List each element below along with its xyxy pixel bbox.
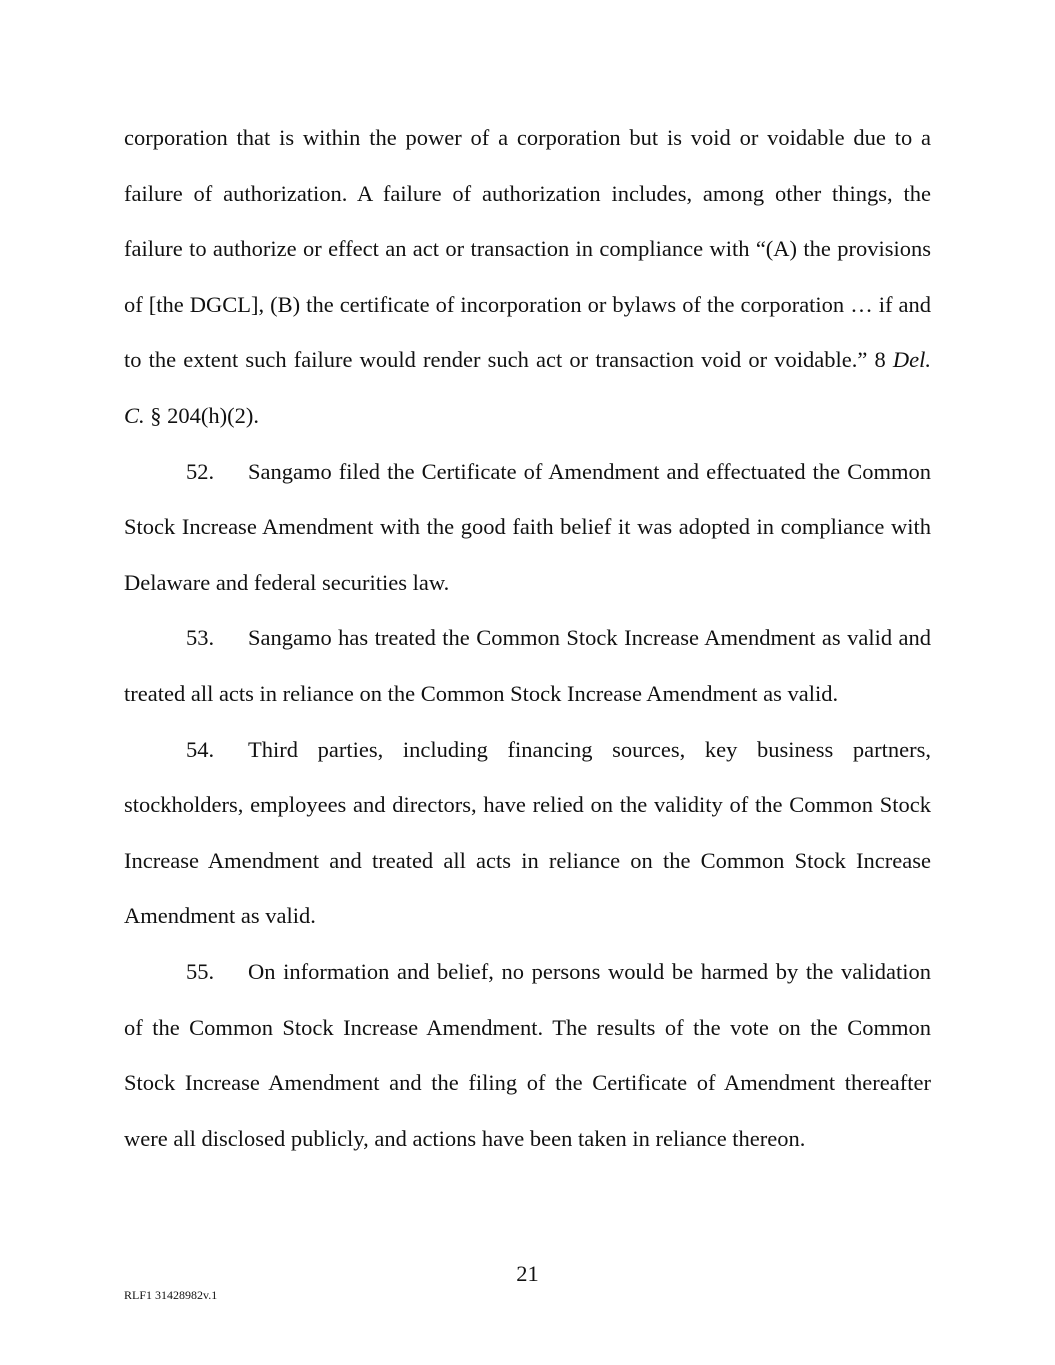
paragraph-text: Third parties, including financing sources, key business partners, stockholders, employees and directors, have relied on the validity of the Common Stock Increase Amendment and treated all acts in reliance on the Common Stock Increase Amendment as valid. <box>124 736 931 929</box>
continuation-text: corporation that is within the power of a corporation but is void or voidable due to a failure of authorization. A failure of authorization includes, among other things, the failure to authorize or effect an act or transaction in compliance with “(A) the provisions of [the DGCL], (B) the certificate of incorporation or bylaws of the corporation … if and to the extent such failure would render such act or transaction void or voidable.” 8 <box>124 125 931 373</box>
paragraph-54 <box>124 722 931 944</box>
paragraph-53 <box>124 610 931 721</box>
paragraph-55 <box>124 944 931 1166</box>
paragraph-text: On information and belief, no persons would be harmed by the validation of the Common Stock Increase Amendment. The results of the vote on the Common Stock Increase Amendment and the filing of the Certificate of Amendment thereafter were all disclosed publicly, and actions have been taken in reliance thereon. <box>124 958 931 1151</box>
paragraph-number: 53. <box>186 625 215 651</box>
page-number: 21 <box>516 1261 539 1286</box>
document-id: RLF1 31428982v.1 <box>124 1288 218 1302</box>
continuation-paragraph <box>124 110 931 444</box>
paragraph-52 <box>124 444 931 611</box>
continuation-text-end: § 204(h)(2). <box>144 402 259 428</box>
paragraph-number: 55. <box>186 958 215 984</box>
paragraph-number: 54. <box>186 736 215 762</box>
paragraph-text: Sangamo filed the Certificate of Amendment and effectuated the Common Stock Increase Amendment with the good faith belief it was adopted in compliance with Delaware and federal securities law. <box>124 458 931 595</box>
paragraph-number: 52. <box>186 458 215 484</box>
statute-citation: Del. C. <box>124 347 931 428</box>
body-text <box>124 110 931 1166</box>
paragraph-text: Sangamo has treated the Common Stock Increase Amendment as valid and treated all acts in reliance on the Common Stock Increase Amendment as valid. <box>124 625 931 706</box>
